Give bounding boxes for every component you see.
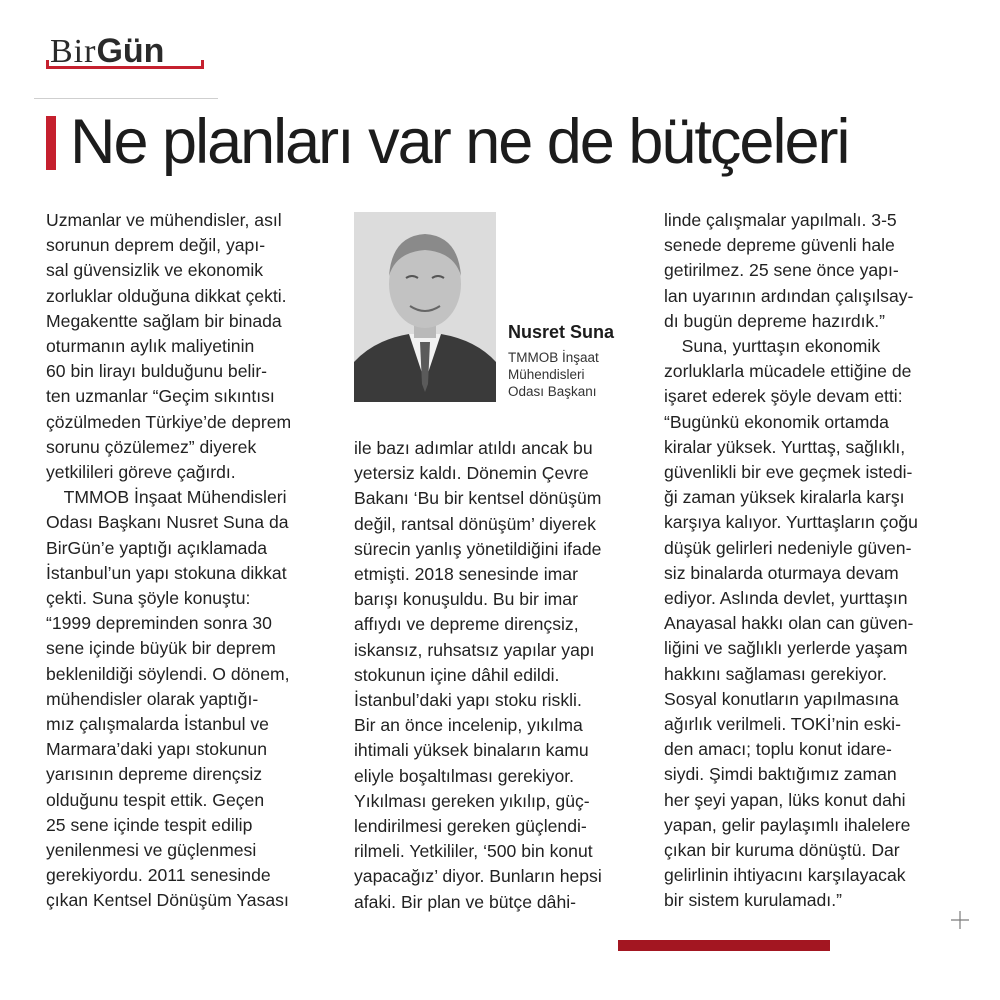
text-line: İstanbul’daki yapı stoku riskli.: [354, 690, 582, 711]
header-rule: [34, 98, 218, 99]
text-line: yarısının depreme dirençsiz: [46, 764, 263, 785]
logo-bold-part: Gün: [96, 32, 165, 70]
text-line: Sosyal konutların yapılmasına: [664, 688, 899, 709]
text-line: bir sistem kurulamadı.”: [664, 890, 842, 911]
text-line: sene içinde büyük bir deprem: [46, 638, 276, 659]
text-line: İstanbul’un yapı stokuna dikkat: [46, 562, 287, 583]
text-line: karşıya kalıyor. Yurttaşların çoğu: [664, 512, 918, 533]
text-line: ağırlık verilmeli. TOKİ’nin eski-: [664, 714, 901, 735]
text-line: Uzmanlar ve mühendisler, asıl: [46, 210, 282, 230]
text-line: kiralar yüksek. Yurttaş, sağlıklı,: [664, 436, 906, 457]
text-line: getirilmez. 25 sene önce yapı-: [664, 260, 899, 281]
photo-caption: [508, 322, 614, 400]
text-line: linde çalışmalar yapılmalı. 3-5: [664, 210, 897, 230]
text-line: gerekiyordu. 2011 senesinde: [46, 865, 271, 886]
text-line: çıkan bir kuruma dönüştü. Dar: [664, 840, 900, 861]
text-line: zorluklarla mücadele ettiğine de: [664, 361, 912, 382]
text-line: sürecin yanlış yönetildiğini ifade: [354, 538, 602, 559]
text-line: çekti. Suna şöyle konuştu:: [46, 588, 251, 609]
text-line: 60 bin lirayı bulduğunu belir-: [46, 361, 268, 382]
text-line: Megakentte sağlam bir binada: [46, 310, 282, 331]
text-line: barışı konuşuldu. Bu bir imar: [354, 589, 578, 610]
portrait-illustration: [354, 212, 496, 402]
text-line: çıkan Kentsel Dönüşüm Yasası: [46, 890, 289, 911]
text-line: her şeyi yapan, lüks konut dahi: [664, 789, 906, 810]
logo-light-part: Bir: [50, 33, 97, 70]
headline-accent-bar: [46, 116, 56, 170]
text-line: çözülmeden Türkiye’de deprem: [46, 411, 292, 432]
text-line: lan uyarının ardından çalışılsay-: [664, 285, 914, 306]
text-line: sorunun deprem değil, yapı-: [46, 235, 266, 256]
text-line: ile bazı adımlar atıldı ancak bu: [354, 438, 593, 458]
text-line: yetkilileri göreve çağırdı.: [46, 462, 236, 483]
text-line: stokunun içine dâhil edildi.: [354, 664, 560, 685]
text-line: siydi. Şimdi baktığımız zaman: [664, 764, 897, 785]
caption-role-line: TMMOB İnşaat: [508, 350, 599, 365]
text-line: yapan, gelir paylaşımlı ihalelere: [664, 814, 911, 835]
text-line: ten uzmanlar “Geçim sıkıntısı: [46, 386, 275, 407]
caption-role-line: Mühendisleri: [508, 367, 585, 382]
text-line: TMMOB İnşaat Mühendisleri: [46, 487, 287, 508]
text-line: sorunu çözülemez” diyerek: [46, 436, 257, 457]
text-line: gelirlinin ihtiyacını karşılayacak: [664, 865, 906, 886]
text-line: Suna, yurttaşın ekonomik: [664, 336, 881, 357]
text-line: BirGün’e yaptığı açıklamada: [46, 537, 268, 558]
article-column-1: [46, 208, 336, 914]
text-line: senede depreme güvenli hale: [664, 235, 895, 256]
text-line: ihtimali yüksek binaların kamu: [354, 740, 589, 761]
article-column-3: [664, 208, 954, 914]
caption-role: [508, 349, 614, 400]
text-line: beklenildiği söylendi. O dönem,: [46, 663, 290, 684]
caption-role-line: Odası Başkanı: [508, 384, 597, 399]
text-line: mühendisler olarak yaptığı-: [46, 688, 259, 709]
logo-underline: [46, 60, 204, 69]
text-line: hakkını sağlaması gerekiyor.: [664, 663, 887, 684]
crosshair-icon: [950, 910, 970, 930]
text-line: yenilenmesi ve güçlenmesi: [46, 840, 257, 861]
text-line: mız çalışmalarda İstanbul ve: [46, 714, 269, 735]
text-line: etmişti. 2018 senesinde imar: [354, 564, 578, 585]
text-line: lendirilmesi gereken güçlendi-: [354, 816, 587, 837]
text-line: 25 sene içinde tespit edilip: [46, 814, 253, 835]
text-line: Odası Başkanı Nusret Suna da: [46, 512, 289, 533]
article-column-2: [354, 436, 644, 915]
text-line: liğini ve sağlıklı yerlerde yaşam: [664, 638, 908, 659]
text-line: zorluklar olduğuna dikkat çekti.: [46, 285, 287, 306]
portrait-photo: [354, 212, 496, 402]
text-line: “1999 depreminden sonra 30: [46, 613, 272, 634]
text-line: affıydı ve depreme dirençsiz,: [354, 614, 579, 635]
text-line: sal güvensizlik ve ekonomik: [46, 260, 264, 281]
text-line: iskansız, ruhsatsız yapılar yapı: [354, 639, 595, 660]
text-line: eliyle boşaltılması gerekiyor.: [354, 765, 575, 786]
text-line: yetersiz kaldı. Dönemin Çevre: [354, 463, 589, 484]
text-line: Marmara’daki yapı stokunun: [46, 739, 268, 760]
text-line: Bir an önce incelenip, yıkılma: [354, 715, 583, 736]
text-line: düşük gelirleri nedeniyle güven-: [664, 537, 912, 558]
text-line: den amacı; toplu konut idare-: [664, 739, 892, 760]
text-line: Bakanı ‘Bu bir kentsel dönüşüm: [354, 488, 602, 509]
text-line: dı bugün depreme hazırdık.”: [664, 310, 886, 331]
text-line: ediyor. Aslında devlet, yurttaşın: [664, 588, 908, 609]
text-line: değil, rantsal dönüşüm’ diyerek: [354, 513, 596, 534]
text-line: güvenlikli bir eve geçmek istedi-: [664, 462, 913, 483]
footer-accent-bar: [618, 940, 830, 951]
text-line: Yıkılması gereken yıkılıp, güç-: [354, 790, 590, 811]
text-line: işaret ederek şöyle devam etti:: [664, 386, 903, 407]
text-line: yapacağız’ diyor. Bunların hepsi: [354, 866, 602, 887]
text-line: afaki. Bir plan ve bütçe dâhi-: [354, 891, 577, 912]
text-line: Anayasal hakkı olan can güven-: [664, 613, 914, 634]
text-line: “Bugünkü ekonomik ortamda: [664, 411, 889, 432]
article-headline: Ne planları var ne de bütçeleri: [70, 107, 849, 177]
text-line: siz binalarda oturmaya devam: [664, 562, 899, 583]
text-line: oturmanın aylık maliyetinin: [46, 336, 255, 357]
text-line: ği zaman yüksek kiralarla karşı: [664, 487, 905, 508]
text-line: rilmeli. Yetkililer, ‘500 bin konut: [354, 841, 593, 862]
text-line: olduğunu tespit ettik. Geçen: [46, 789, 265, 810]
birgun-logo: [46, 30, 206, 74]
caption-name: Nusret Suna: [508, 322, 615, 342]
